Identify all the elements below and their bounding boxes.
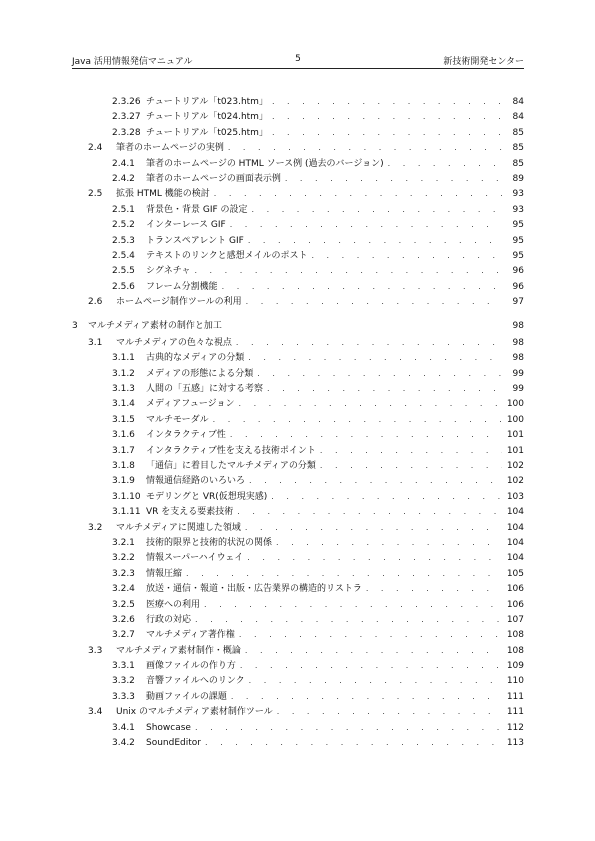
dot-leader: [247, 550, 502, 565]
toc-entry-title: VR を支える要素技術: [146, 507, 234, 518]
toc-entry-page: 89: [512, 173, 524, 184]
toc-entry-title: 行政の対応: [146, 614, 192, 625]
toc-entry[interactable]: [72, 643, 524, 658]
toc-entry-number: 3.1.11: [112, 507, 141, 518]
toc-entry-title: マルチメディア素材の制作と加工: [88, 321, 222, 332]
toc-entry-title: 拡張 HTML 機能の検討: [116, 189, 210, 200]
toc-entry-number: 3.1.9: [112, 476, 135, 487]
dot-leader: [240, 658, 502, 673]
toc-entry-number: 3.1.10: [112, 491, 141, 502]
toc-entry-page: 113: [506, 738, 524, 749]
toc-entry-number: 3.2.6: [112, 614, 135, 625]
toc-entry[interactable]: [72, 233, 524, 248]
toc-entry-page: 96: [512, 281, 524, 292]
toc-entry-page: 98: [512, 353, 524, 364]
toc-entry-number: 3.3.2: [112, 676, 135, 687]
toc-entry-title: 放送・通信・報道・出版・広告業界の構造的リストラ: [146, 584, 362, 595]
dot-leader: [248, 233, 502, 248]
toc-entry-title: 筆者のホームページの実例: [116, 143, 224, 154]
toc-entry-page: 104: [506, 537, 524, 548]
dot-leader: [267, 381, 502, 396]
toc-entry[interactable]: [72, 535, 524, 550]
toc-entry-number: 2.5.2: [112, 220, 135, 231]
toc-entry-number: 2.4.2: [112, 173, 135, 184]
header-document-title: Java 活用情報発信マニュアル: [72, 57, 193, 67]
toc-entry-page: 106: [506, 599, 524, 610]
toc-entry-title: フレーム分割機能: [146, 281, 218, 292]
toc-entry-page: 111: [506, 707, 524, 718]
toc-entry-title: 情報通信経路のいろいろ: [146, 476, 246, 487]
toc-entry-title: 古典的なメディアの分類: [146, 353, 245, 364]
header-page-number: 5: [295, 54, 301, 64]
toc-entry-number: 3.4.2: [112, 738, 135, 749]
toc-entry-number: 3.3.3: [112, 691, 135, 702]
toc-entry-number: 3.1.8: [112, 460, 135, 471]
dot-leader: [205, 735, 502, 750]
toc-entry-page: 105: [506, 568, 524, 579]
dot-leader: [272, 94, 502, 109]
toc-entry-title: 「通信」に着目したマルチメディアの分類: [146, 460, 316, 471]
dot-leader: [238, 396, 502, 411]
toc-entry-page: 112: [506, 722, 524, 733]
toc-entry-title: チュートリアル「t025.htm」: [146, 127, 268, 138]
dot-leader: [320, 458, 502, 473]
toc-entry-number: 3.1.4: [112, 399, 135, 410]
toc-entry[interactable]: [72, 627, 524, 642]
toc-entry-page: 111: [506, 691, 524, 702]
toc-entry-number: 2.4.1: [112, 158, 135, 169]
dot-leader: [248, 350, 502, 365]
toc-entry-number: 3.4.1: [112, 722, 135, 733]
toc-entry-page: 110: [506, 676, 524, 687]
toc-entry[interactable]: [72, 597, 524, 612]
toc-entry-title: テキストのリンクと感想メイルのポスト: [146, 250, 308, 261]
toc-entry-page: 104: [506, 553, 524, 564]
toc-entry-number: 3.2.5: [112, 599, 135, 610]
toc-entry-page: 93: [512, 204, 524, 215]
toc-entry[interactable]: [72, 489, 524, 504]
toc-entry-title: 情報圧縮: [146, 568, 183, 579]
toc-entry-page: 84: [512, 97, 524, 107]
toc-entry[interactable]: [72, 520, 524, 535]
dot-leader: [320, 443, 502, 458]
dot-leader: [194, 263, 502, 278]
toc-entry[interactable]: [72, 612, 524, 627]
dot-leader: [186, 566, 502, 581]
toc-entry-title: 音響ファイルへのリンク: [146, 676, 245, 687]
toc-entry[interactable]: [72, 186, 524, 201]
toc-entry-number: 2.6: [88, 297, 103, 308]
toc-entry[interactable]: [72, 366, 524, 381]
toc-entry-page: 95: [512, 250, 524, 261]
toc-entry-page: 93: [512, 189, 524, 200]
running-header: [72, 54, 524, 68]
toc-entry-page: 104: [506, 522, 524, 533]
toc-entry-title: インタラクティブ性: [146, 430, 226, 441]
toc-entry-page: 108: [506, 630, 524, 641]
toc-entry-number: 3.4: [88, 707, 103, 718]
toc-entry-page: 102: [506, 476, 524, 487]
toc-entry-number: 2.5.3: [112, 235, 135, 246]
toc-entry[interactable]: [72, 171, 524, 186]
toc-entry-title: 医療への利用: [146, 599, 201, 610]
toc-entry[interactable]: [72, 294, 524, 309]
toc-entry-title: 動画ファイルの課題: [146, 691, 227, 702]
toc-entry-page: 109: [506, 661, 524, 672]
toc-entry-number: 3.1: [88, 337, 103, 348]
toc-entry-page: 85: [512, 143, 524, 154]
dot-leader: [366, 581, 502, 596]
dot-leader: [214, 186, 502, 201]
toc-entry[interactable]: [72, 248, 524, 263]
dot-leader: [271, 489, 502, 504]
toc-entry-number: 2.5.5: [112, 266, 135, 277]
toc-entry-title: インターレース GIF: [146, 220, 226, 231]
toc-entry-number: 3.1.6: [112, 430, 135, 441]
toc-entry-number: 3.2.4: [112, 584, 135, 595]
toc-entry-title: マルチメディア著作権: [146, 630, 235, 641]
toc-entry-title: モデリングと VR(仮想現実感): [146, 491, 268, 502]
dot-leader: [249, 673, 502, 688]
toc-entry-number: 3.1.3: [112, 384, 135, 395]
toc-entry-number: 3.1.2: [112, 368, 135, 379]
toc-entry-title: 技術的限界と技術的状況の関係: [146, 537, 273, 548]
toc-entry[interactable]: [72, 412, 524, 427]
toc-entry-title: メディアの形態による分類: [146, 368, 254, 379]
dot-leader: [213, 412, 502, 427]
toc-entry[interactable]: [72, 125, 524, 140]
toc-entry[interactable]: [72, 458, 524, 473]
toc-entry-page: 106: [506, 584, 524, 595]
toc-entry[interactable]: [72, 350, 524, 365]
toc-entry-number: 3.2.7: [112, 630, 135, 641]
toc-entry-title: 人間の「五感」に対する考察: [146, 384, 264, 395]
dot-leader: [230, 427, 502, 442]
toc-entry[interactable]: [72, 263, 524, 278]
header-rule: [72, 68, 524, 69]
toc-entry-title: 筆者のホームページの画面表示例: [146, 173, 281, 184]
toc-entry[interactable]: [72, 94, 524, 109]
toc-entry-number: 3.2.2: [112, 553, 135, 564]
toc-entry-page: 85: [512, 127, 524, 138]
toc-entry-number: 3.1.7: [112, 445, 135, 456]
toc-entry[interactable]: [72, 673, 524, 688]
toc-entry-title: チュートリアル「t023.htm」: [146, 97, 268, 107]
toc-entry[interactable]: [72, 140, 524, 155]
toc-entry-number: 3.2.1: [112, 537, 135, 548]
toc-entry-page: 96: [512, 266, 524, 277]
dot-leader: [276, 535, 502, 550]
toc-entry[interactable]: [72, 156, 524, 171]
toc-entry-page: 108: [506, 645, 524, 656]
toc-entry-number: 3.3: [88, 645, 103, 656]
dot-leader: [311, 248, 502, 263]
dot-leader: [257, 366, 502, 381]
toc-entry-title: 背景色・背景 GIF の設定: [146, 204, 248, 215]
toc-entry-title: Showcase: [146, 722, 191, 733]
toc-entry-title: マルチメディア素材制作・概論: [116, 645, 241, 656]
header-organization: 新技術開発センター: [443, 57, 524, 67]
toc-entry-page: 98: [512, 321, 524, 332]
dot-leader: [245, 643, 502, 658]
dot-leader: [277, 704, 502, 719]
dot-leader: [195, 720, 502, 735]
dot-leader: [249, 473, 502, 488]
toc-entry-number: 2.5: [88, 189, 103, 200]
dot-leader: [272, 109, 502, 124]
toc-entry-title: シグネチャ: [146, 266, 191, 277]
toc-entry-number: 3.1.5: [112, 414, 135, 425]
toc-entry-page: 100: [506, 414, 524, 425]
toc-entry[interactable]: [72, 566, 524, 581]
dot-leader: [204, 597, 502, 612]
toc-entry[interactable]: [72, 550, 524, 565]
dot-leader: [222, 279, 502, 294]
toc-entry[interactable]: [72, 689, 524, 704]
dot-leader: [285, 171, 502, 186]
toc-entry-title: トランスペアレント GIF: [146, 235, 244, 246]
toc-entry-title: Unix のマルチメディア素材制作ツール: [116, 707, 273, 718]
toc-entry-page: 99: [512, 384, 524, 395]
toc-entry[interactable]: [72, 427, 524, 442]
toc-entry-title: マルチメディアの色々な視点: [116, 337, 232, 348]
toc-entry-page: 101: [506, 445, 524, 456]
table-of-contents: [72, 94, 524, 750]
dot-leader: [272, 125, 502, 140]
toc-entry-number: 2.5.6: [112, 281, 135, 292]
dot-leader: [246, 294, 502, 309]
toc-entry[interactable]: [72, 217, 524, 232]
toc-entry[interactable]: [72, 581, 524, 596]
toc-entry-page: 104: [506, 507, 524, 518]
toc-entry-page: 95: [512, 220, 524, 231]
toc-entry-page: 103: [506, 491, 524, 502]
toc-entry-page: 85: [512, 158, 524, 169]
toc-entry-number: 3.1.1: [112, 353, 135, 364]
toc-entry-number: 2.4: [88, 143, 103, 154]
toc-entry[interactable]: [72, 473, 524, 488]
toc-entry-page: 101: [506, 430, 524, 441]
dot-leader: [231, 689, 502, 704]
toc-entry-title: インタラクティブ性を支える技術ポイント: [146, 445, 316, 456]
toc-entry-number: 3.2: [88, 522, 103, 533]
toc-entry-number: 3.2.3: [112, 568, 135, 579]
dot-leader: [228, 140, 502, 155]
toc-entry-page: 102: [506, 460, 524, 471]
toc-entry[interactable]: [72, 443, 524, 458]
toc-entry-title: チュートリアル「t024.htm」: [146, 112, 268, 123]
dot-leader: [252, 202, 502, 217]
toc-entry-number: 2.5.4: [112, 250, 135, 261]
toc-entry-page: 100: [506, 399, 524, 410]
toc-entry[interactable]: [72, 704, 524, 719]
toc-entry[interactable]: [72, 335, 524, 350]
dot-leader: [245, 520, 502, 535]
toc-entry-number: 2.3.27: [112, 112, 141, 123]
toc-entry-number: 2.3.28: [112, 127, 141, 138]
toc-entry-page: 107: [506, 614, 524, 625]
toc-entry[interactable]: [72, 720, 524, 735]
toc-entry[interactable]: [72, 504, 524, 519]
toc-entry-number: 3: [72, 321, 78, 332]
toc-entry-title: SoundEditor: [146, 738, 201, 749]
toc-entry[interactable]: [72, 109, 524, 124]
toc-entry-number: 3.3.1: [112, 661, 135, 672]
toc-entry[interactable]: [72, 658, 524, 673]
toc-entry[interactable]: [72, 319, 524, 334]
toc-entry-title: 画像ファイルの作り方: [146, 661, 236, 672]
toc-entry-title: メディアフュージョン: [146, 399, 235, 410]
toc-entry[interactable]: [72, 381, 524, 396]
toc-entry-page: 95: [512, 235, 524, 246]
dot-leader: [230, 217, 502, 232]
toc-entry-page: 99: [512, 368, 524, 379]
toc-entry-page: 98: [512, 337, 524, 348]
dot-leader: [239, 627, 502, 642]
toc-entry[interactable]: [72, 202, 524, 217]
toc-entry-page: 84: [512, 112, 524, 123]
dot-leader: [195, 612, 502, 627]
toc-entry-title: ホームページ制作ツールの利用: [116, 297, 242, 308]
toc-entry-page: 97: [512, 297, 524, 308]
toc-entry-title: 筆者のホームページの HTML ソース例 (過去のバージョン): [146, 158, 384, 169]
dot-leader: [236, 335, 502, 350]
toc-entry-title: マルチモーダル: [146, 414, 209, 425]
toc-entry-number: 2.3.26: [112, 97, 141, 107]
toc-entry[interactable]: [72, 396, 524, 411]
dot-leader: [388, 156, 502, 171]
toc-entry[interactable]: [72, 279, 524, 294]
toc-entry-number: 2.5.1: [112, 204, 135, 215]
toc-entry[interactable]: [72, 735, 524, 750]
dot-leader: [237, 504, 502, 519]
toc-entry-title: マルチメディアに関連した領域: [116, 522, 241, 533]
toc-entry-title: 情報スーパーハイウェイ: [146, 553, 244, 564]
